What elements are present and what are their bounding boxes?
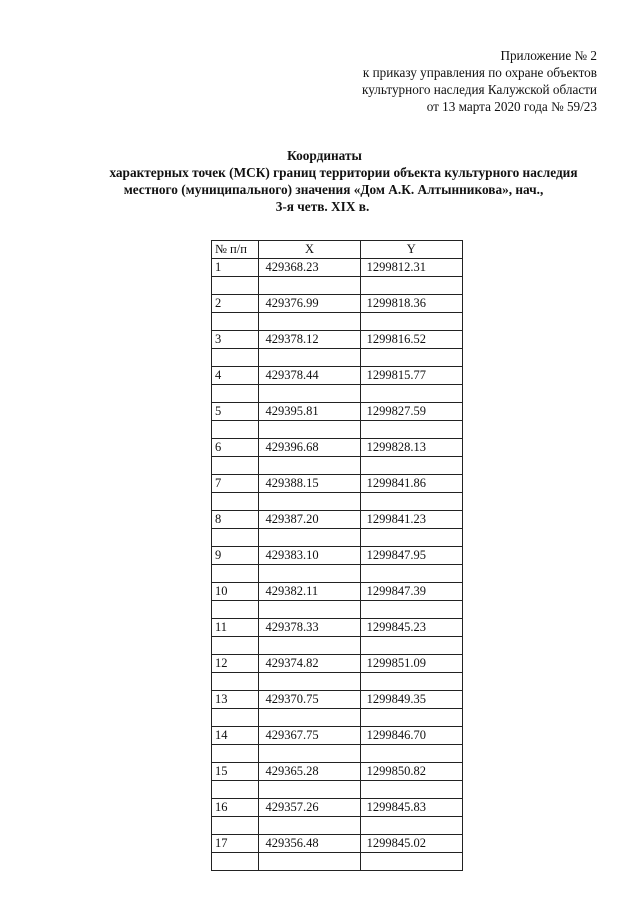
appendix-line: культурного наследия Калужской области [362,82,597,97]
table-row [212,727,463,745]
cell-y: 1299816.52 [360,331,462,349]
cell-number: 3 [212,331,259,349]
table-row [212,799,463,817]
table-spacer-row [212,853,463,871]
cell-x: 429378.33 [259,619,360,637]
empty-cell [360,385,462,403]
empty-cell [360,421,462,439]
table-row [212,511,463,529]
table-spacer-row [212,637,463,655]
empty-cell [360,817,462,835]
cell-y: 1299815.77 [360,367,462,385]
empty-cell [212,637,259,655]
coordinates-table [211,240,463,871]
table-row [212,547,463,565]
empty-cell [212,745,259,763]
empty-cell [259,529,360,547]
cell-x: 429376.99 [259,295,360,313]
empty-cell [360,781,462,799]
table-spacer-row [212,745,463,763]
cell-y: 1299845.83 [360,799,462,817]
cell-y: 1299851.09 [360,655,462,673]
cell-x: 429378.44 [259,367,360,385]
empty-cell [212,781,259,799]
cell-number: 12 [212,655,259,673]
cell-number: 5 [212,403,259,421]
empty-cell [259,601,360,619]
cell-x: 429370.75 [259,691,360,709]
cell-number: 9 [212,547,259,565]
table-spacer-row [212,781,463,799]
empty-cell [212,313,259,331]
empty-cell [212,457,259,475]
empty-cell [259,493,360,511]
table-row [212,655,463,673]
empty-cell [212,493,259,511]
cell-y: 1299846.70 [360,727,462,745]
table-row [212,403,463,421]
header-x: X [259,241,360,259]
table-row [212,295,463,313]
cell-number: 2 [212,295,259,313]
cell-y: 1299845.02 [360,835,462,853]
table-row [212,439,463,457]
empty-cell [212,529,259,547]
empty-cell [360,709,462,727]
cell-number: 4 [212,367,259,385]
cell-y: 1299845.23 [360,619,462,637]
table-spacer-row [212,817,463,835]
cell-number: 13 [212,691,259,709]
cell-number: 16 [212,799,259,817]
empty-cell [259,637,360,655]
table-spacer-row [212,709,463,727]
empty-cell [360,493,462,511]
cell-number: 8 [212,511,259,529]
empty-cell [259,457,360,475]
empty-cell [212,421,259,439]
table-row [212,835,463,853]
document-title [0,147,639,215]
cell-x: 429357.26 [259,799,360,817]
empty-cell [259,313,360,331]
empty-cell [259,673,360,691]
cell-number: 7 [212,475,259,493]
cell-number: 15 [212,763,259,781]
table-spacer-row [212,529,463,547]
cell-y: 1299849.35 [360,691,462,709]
empty-cell [360,565,462,583]
cell-y: 1299850.82 [360,763,462,781]
table-spacer-row [212,277,463,295]
empty-cell [212,277,259,295]
empty-cell [360,601,462,619]
empty-cell [259,277,360,295]
empty-cell [212,349,259,367]
title-line: 3-я четв. XIX в. [275,199,370,214]
cell-y: 1299828.13 [360,439,462,457]
appendix-line: от 13 марта 2020 года № 59/23 [426,99,597,114]
empty-cell [360,745,462,763]
cell-number: 1 [212,259,259,277]
empty-cell [212,385,259,403]
empty-cell [360,457,462,475]
empty-cell [259,781,360,799]
empty-cell [360,313,462,331]
appendix-header [362,47,597,115]
cell-x: 429356.48 [259,835,360,853]
cell-x: 429395.81 [259,403,360,421]
cell-number: 11 [212,619,259,637]
title-line: Координаты [287,148,362,163]
table-row [212,259,463,277]
cell-x: 429396.68 [259,439,360,457]
table-row [212,763,463,781]
appendix-line: к приказу управления по охране объектов [362,65,597,80]
empty-cell [259,709,360,727]
cell-number: 6 [212,439,259,457]
table-spacer-row [212,385,463,403]
cell-x: 429374.82 [259,655,360,673]
table-header-row [212,241,463,259]
empty-cell [259,745,360,763]
empty-cell [360,277,462,295]
empty-cell [212,853,259,871]
table-spacer-row [212,565,463,583]
table-spacer-row [212,421,463,439]
cell-x: 429378.12 [259,331,360,349]
cell-x: 429382.11 [259,583,360,601]
empty-cell [360,529,462,547]
cell-x: 429383.10 [259,547,360,565]
title-line: местного (муниципального) значения «Дом А.К. Алтынникова», нач., [123,182,544,197]
table-row [212,691,463,709]
cell-x: 429368.23 [259,259,360,277]
empty-cell [259,349,360,367]
table-spacer-row [212,601,463,619]
empty-cell [259,421,360,439]
empty-cell [259,385,360,403]
empty-cell [212,601,259,619]
cell-y: 1299847.39 [360,583,462,601]
table-row [212,367,463,385]
cell-x: 429367.75 [259,727,360,745]
empty-cell [360,637,462,655]
empty-cell [259,817,360,835]
appendix-line: Приложение № 2 [500,48,597,63]
cell-y: 1299818.36 [360,295,462,313]
empty-cell [360,673,462,691]
table-spacer-row [212,493,463,511]
table-row [212,619,463,637]
table-spacer-row [212,349,463,367]
cell-number: 10 [212,583,259,601]
cell-y: 1299827.59 [360,403,462,421]
cell-y: 1299812.31 [360,259,462,277]
header-y: Y [360,241,462,259]
header-number: № п/п [212,241,259,259]
cell-number: 14 [212,727,259,745]
cell-number: 17 [212,835,259,853]
empty-cell [360,349,462,367]
empty-cell [259,565,360,583]
table-spacer-row [212,457,463,475]
empty-cell [212,817,259,835]
cell-x: 429387.20 [259,511,360,529]
table-row [212,475,463,493]
cell-x: 429388.15 [259,475,360,493]
table-spacer-row [212,313,463,331]
empty-cell [212,565,259,583]
cell-x: 429365.28 [259,763,360,781]
table-spacer-row [212,673,463,691]
empty-cell [360,853,462,871]
table-row [212,331,463,349]
cell-y: 1299841.23 [360,511,462,529]
table-row [212,583,463,601]
cell-y: 1299841.86 [360,475,462,493]
title-line: характерных точек (МСК) границ территории объекта культурного наследия [109,165,578,180]
empty-cell [212,709,259,727]
cell-y: 1299847.95 [360,547,462,565]
empty-cell [259,853,360,871]
table-body [212,259,463,871]
empty-cell [212,673,259,691]
